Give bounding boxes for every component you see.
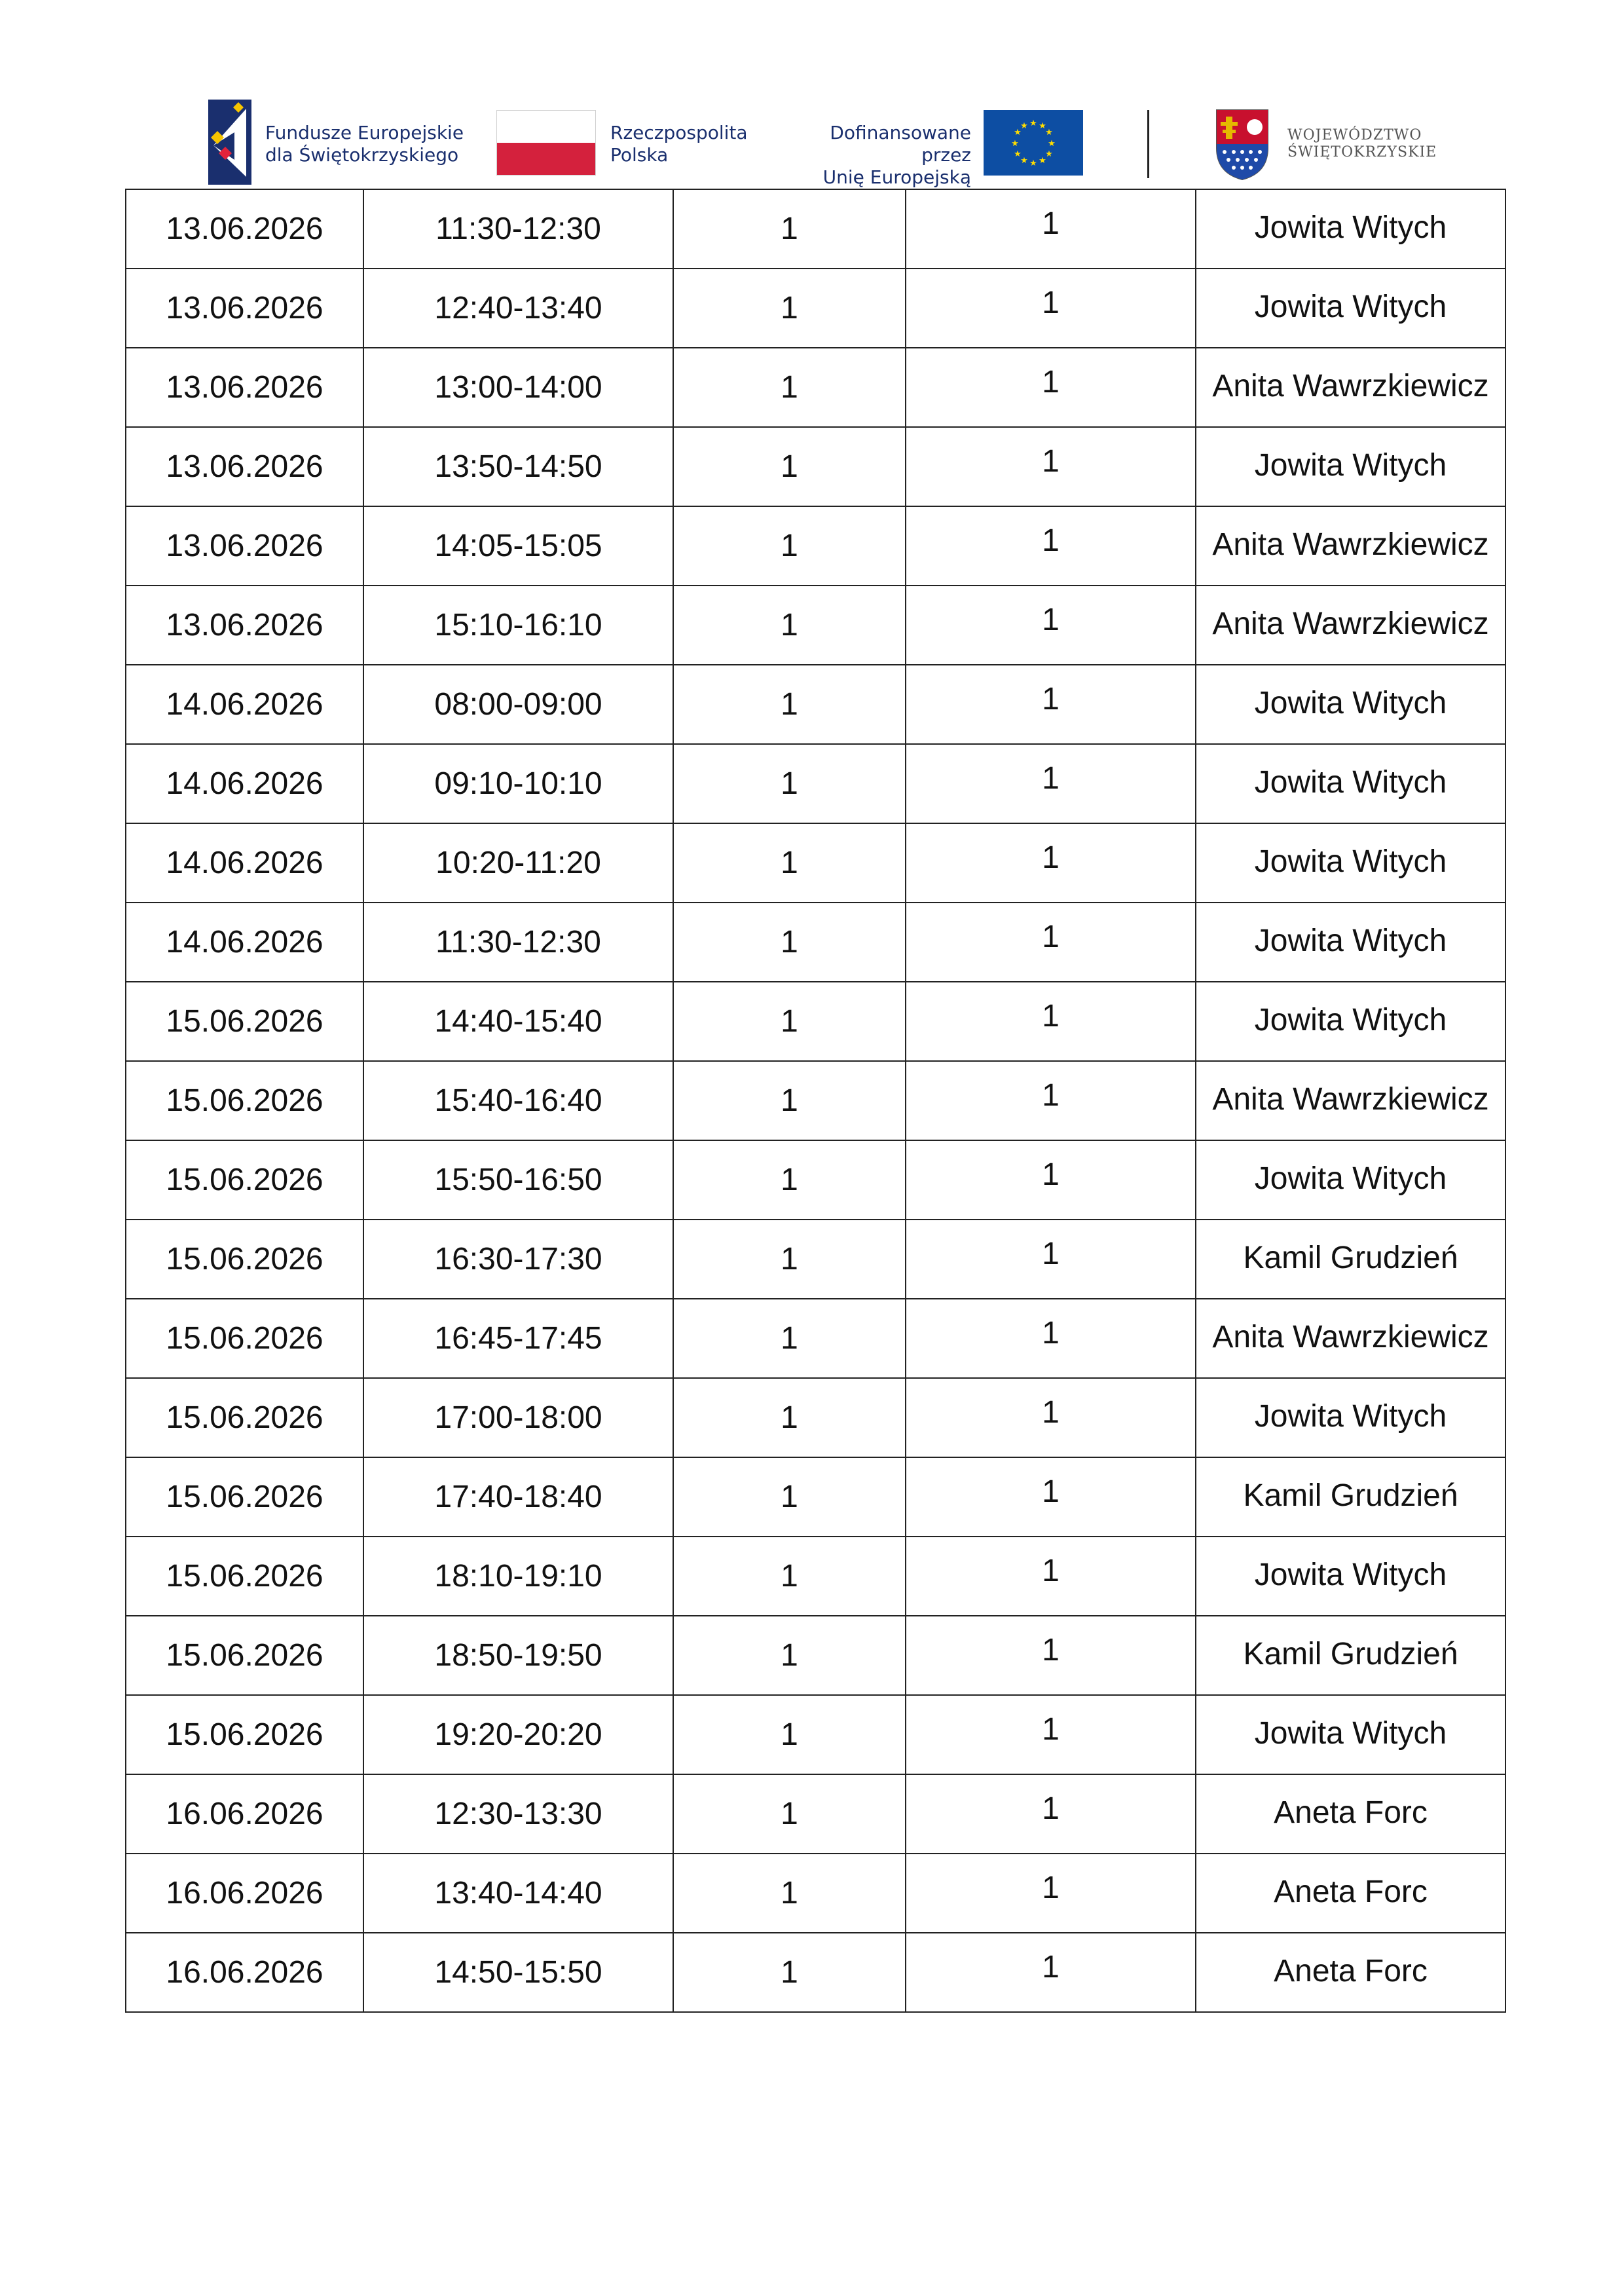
table-row [126,823,1505,903]
name-cell-value: Jowita Witych [1254,924,1447,958]
svg-text:★: ★ [1011,139,1019,149]
count-cell-2-value: 1 [1042,999,1060,1034]
count-cell-1: 1 [673,1299,906,1378]
count-cell-2 [906,1854,1196,1933]
count-cell-2 [906,665,1196,744]
count-cell-1: 1 [673,269,906,348]
name-cell-value: Jowita Witych [1254,448,1447,483]
date-cell: 13.06.2026 [126,427,363,506]
name-cell-value: Aneta Forc [1274,1795,1428,1830]
table-row [126,1061,1505,1140]
name-cell [1196,189,1505,269]
name-cell [1196,269,1505,348]
table-row [126,269,1505,348]
time-cell: 15:40-16:40 [363,1061,673,1140]
date-cell: 14.06.2026 [126,665,363,744]
svg-text:★: ★ [1020,156,1028,166]
svg-text:★: ★ [1045,128,1053,138]
eu-logo-line1: Dofinansowane przez [830,122,971,166]
svg-text:★: ★ [1020,121,1028,131]
time-cell: 18:10-19:10 [363,1537,673,1616]
count-cell-2-value: 1 [1042,682,1060,717]
name-cell [1196,427,1505,506]
count-cell-2 [906,1220,1196,1299]
name-cell-value: Anita Wawrzkiewicz [1212,369,1489,403]
count-cell-1: 1 [673,903,906,982]
count-cell-2-value: 1 [1042,1871,1060,1905]
date-cell: 15.06.2026 [126,1378,363,1457]
table-row [126,1774,1505,1854]
count-cell-2 [906,1457,1196,1537]
region-crest-icon [1214,107,1270,181]
count-cell-2 [906,586,1196,665]
name-cell [1196,1140,1505,1220]
svg-text:★: ★ [1014,128,1022,138]
date-cell: 15.06.2026 [126,1537,363,1616]
count-cell-2 [906,1695,1196,1774]
name-cell [1196,1457,1505,1537]
name-cell-value: Jowita Witych [1254,686,1447,720]
name-cell [1196,903,1505,982]
time-cell: 13:40-14:40 [363,1854,673,1933]
fe-logo-line1: Fundusze Europejskie [265,122,464,143]
name-cell-value: Jowita Witych [1254,210,1447,245]
count-cell-1: 1 [673,586,906,665]
date-cell: 16.06.2026 [126,1774,363,1854]
date-cell: 15.06.2026 [126,982,363,1061]
count-cell-2 [906,1933,1196,2012]
table-row [126,982,1505,1061]
pl-logo-line2: Polska [610,144,669,166]
count-cell-2 [906,1299,1196,1378]
date-cell: 14.06.2026 [126,744,363,823]
count-cell-1: 1 [673,1537,906,1616]
count-cell-1: 1 [673,506,906,586]
time-cell: 14:50-15:50 [363,1933,673,2012]
table-row [126,348,1505,427]
count-cell-1: 1 [673,823,906,903]
time-cell: 19:20-20:20 [363,1695,673,1774]
count-cell-2 [906,1537,1196,1616]
time-cell: 11:30-12:30 [363,189,673,269]
name-cell-value: Jowita Witych [1254,765,1447,800]
table-row [126,1537,1505,1616]
name-cell [1196,1537,1505,1616]
count-cell-2-value: 1 [1042,840,1060,875]
name-cell-value: Aneta Forc [1274,1875,1428,1909]
eu-logo-line2: Unię Europejską [822,166,971,188]
count-cell-2 [906,823,1196,903]
eu-flag-icon [984,110,1083,176]
name-cell-value: Jowita Witych [1254,1558,1447,1592]
count-cell-2-value: 1 [1042,1474,1060,1509]
name-cell [1196,1299,1505,1378]
time-cell: 16:45-17:45 [363,1299,673,1378]
count-cell-2 [906,269,1196,348]
count-cell-2-value: 1 [1042,1633,1060,1668]
time-cell: 13:00-14:00 [363,348,673,427]
date-cell: 14.06.2026 [126,823,363,903]
count-cell-2 [906,189,1196,269]
date-cell: 15.06.2026 [126,1140,363,1220]
count-cell-2 [906,903,1196,982]
name-cell [1196,586,1505,665]
count-cell-1: 1 [673,1774,906,1854]
fundusze-europejskie-logo-icon [208,100,251,185]
name-cell [1196,506,1505,586]
name-cell [1196,823,1505,903]
count-cell-1: 1 [673,1933,906,2012]
time-cell: 10:20-11:20 [363,823,673,903]
svg-text:★: ★ [1029,119,1037,128]
table-row [126,1616,1505,1695]
svg-text:★: ★ [1029,159,1037,168]
pl-logo-line1: Rzeczpospolita [610,122,748,143]
name-cell-value: Anita Wawrzkiewicz [1212,1082,1489,1117]
name-cell-value: Kamil Grudzień [1243,1241,1458,1275]
time-cell: 17:00-18:00 [363,1378,673,1457]
count-cell-2-value: 1 [1042,1157,1060,1192]
table-row [126,427,1505,506]
count-cell-2-value: 1 [1042,1078,1060,1113]
count-cell-2-value: 1 [1042,603,1060,637]
count-cell-2 [906,1061,1196,1140]
count-cell-1: 1 [673,1140,906,1220]
name-cell [1196,982,1505,1061]
name-cell-value: Jowita Witych [1254,1399,1447,1434]
time-cell: 15:10-16:10 [363,586,673,665]
name-cell-value: Aneta Forc [1274,1954,1428,1988]
name-cell [1196,1220,1505,1299]
count-cell-2-value: 1 [1042,1791,1060,1826]
date-cell: 15.06.2026 [126,1616,363,1695]
name-cell-value: Jowita Witych [1254,1161,1447,1196]
count-cell-1: 1 [673,348,906,427]
count-cell-1: 1 [673,665,906,744]
fe-logo-text [265,122,464,166]
count-cell-2-value: 1 [1042,761,1060,796]
count-cell-2-value: 1 [1042,444,1060,479]
svg-text:★: ★ [1048,139,1056,149]
name-cell [1196,1616,1505,1695]
count-cell-2 [906,744,1196,823]
date-cell: 13.06.2026 [126,348,363,427]
table-row [126,586,1505,665]
count-cell-2-value: 1 [1042,365,1060,400]
count-cell-2 [906,348,1196,427]
count-cell-2 [906,427,1196,506]
table-row [126,1854,1505,1933]
date-cell: 13.06.2026 [126,586,363,665]
count-cell-1: 1 [673,1616,906,1695]
count-cell-2 [906,1774,1196,1854]
name-cell [1196,348,1505,427]
date-cell: 13.06.2026 [126,189,363,269]
table-row [126,1933,1505,2012]
name-cell [1196,1854,1505,1933]
count-cell-1: 1 [673,1854,906,1933]
name-cell [1196,1774,1505,1854]
table-row [126,1378,1505,1457]
count-cell-2 [906,1378,1196,1457]
count-cell-2-value: 1 [1042,1237,1060,1271]
count-cell-2-value: 1 [1042,1712,1060,1747]
logo-strip [0,98,1624,190]
name-cell [1196,1933,1505,2012]
count-cell-1: 1 [673,1695,906,1774]
table-row [126,1299,1505,1378]
count-cell-1: 1 [673,427,906,506]
date-cell: 16.06.2026 [126,1933,363,2012]
name-cell [1196,1378,1505,1457]
time-cell: 16:30-17:30 [363,1220,673,1299]
table-row [126,1140,1505,1220]
region-logo-line2: ŚWIĘTOKRZYSKIE [1287,144,1437,160]
time-cell: 18:50-19:50 [363,1616,673,1695]
count-cell-2-value: 1 [1042,523,1060,558]
count-cell-1: 1 [673,189,906,269]
count-cell-2 [906,1140,1196,1220]
count-cell-2 [906,1616,1196,1695]
table-row [126,744,1505,823]
table-row [126,506,1505,586]
count-cell-2-value: 1 [1042,206,1060,241]
count-cell-2 [906,982,1196,1061]
time-cell: 17:40-18:40 [363,1457,673,1537]
count-cell-1: 1 [673,1220,906,1299]
name-cell-value: Jowita Witych [1254,844,1447,879]
schedule-table-body [126,189,1505,2012]
count-cell-2-value: 1 [1042,1950,1060,1985]
pl-logo-text [610,122,748,166]
count-cell-1: 1 [673,1061,906,1140]
date-cell: 13.06.2026 [126,269,363,348]
count-cell-1: 1 [673,1457,906,1537]
name-cell-value: Jowita Witych [1254,289,1447,324]
count-cell-1: 1 [673,1378,906,1457]
count-cell-2 [906,506,1196,586]
date-cell: 15.06.2026 [126,1695,363,1774]
count-cell-2-value: 1 [1042,920,1060,954]
count-cell-2-value: 1 [1042,1316,1060,1351]
time-cell: 12:30-13:30 [363,1774,673,1854]
name-cell-value: Anita Wawrzkiewicz [1212,1320,1489,1354]
count-cell-2-value: 1 [1042,286,1060,320]
name-cell-value: Kamil Grudzień [1243,1478,1458,1513]
svg-text:★: ★ [1039,121,1046,131]
name-cell-value: Anita Wawrzkiewicz [1212,606,1489,641]
date-cell: 13.06.2026 [126,506,363,586]
time-cell: 13:50-14:50 [363,427,673,506]
time-cell: 11:30-12:30 [363,903,673,982]
name-cell [1196,1061,1505,1140]
table-row [126,1220,1505,1299]
name-cell [1196,665,1505,744]
date-cell: 15.06.2026 [126,1457,363,1537]
count-cell-1: 1 [673,982,906,1061]
name-cell-value: Anita Wawrzkiewicz [1212,527,1489,562]
schedule-table [125,189,1506,2013]
time-cell: 08:00-09:00 [363,665,673,744]
region-logo-text [1287,127,1437,161]
name-cell-value: Kamil Grudzień [1243,1637,1458,1671]
name-cell [1196,1695,1505,1774]
fe-logo-line2: dla Świętokrzyskiego [265,144,459,166]
date-cell: 15.06.2026 [126,1061,363,1140]
name-cell-value: Jowita Witych [1254,1716,1447,1751]
name-cell-value: Jowita Witych [1254,1003,1447,1037]
count-cell-2-value: 1 [1042,1554,1060,1588]
date-cell: 14.06.2026 [126,903,363,982]
polish-flag-icon [496,110,596,176]
date-cell: 15.06.2026 [126,1299,363,1378]
count-cell-1: 1 [673,744,906,823]
name-cell [1196,744,1505,823]
svg-text:★: ★ [1039,156,1046,166]
table-row [126,189,1505,269]
count-cell-2-value: 1 [1042,1395,1060,1430]
time-cell: 15:50-16:50 [363,1140,673,1220]
eu-logo-text [784,122,971,189]
time-cell: 09:10-10:10 [363,744,673,823]
table-row [126,1457,1505,1537]
time-cell: 14:05-15:05 [363,506,673,586]
table-row [126,903,1505,982]
logo-separator [1147,110,1149,178]
time-cell: 14:40-15:40 [363,982,673,1061]
region-logo-line1: WOJEWÓDZTWO [1287,127,1422,143]
svg-text:★: ★ [1045,149,1053,159]
table-row [126,1695,1505,1774]
time-cell: 12:40-13:40 [363,269,673,348]
svg-text:★: ★ [1014,149,1022,159]
date-cell: 15.06.2026 [126,1220,363,1299]
date-cell: 16.06.2026 [126,1854,363,1933]
table-row [126,665,1505,744]
